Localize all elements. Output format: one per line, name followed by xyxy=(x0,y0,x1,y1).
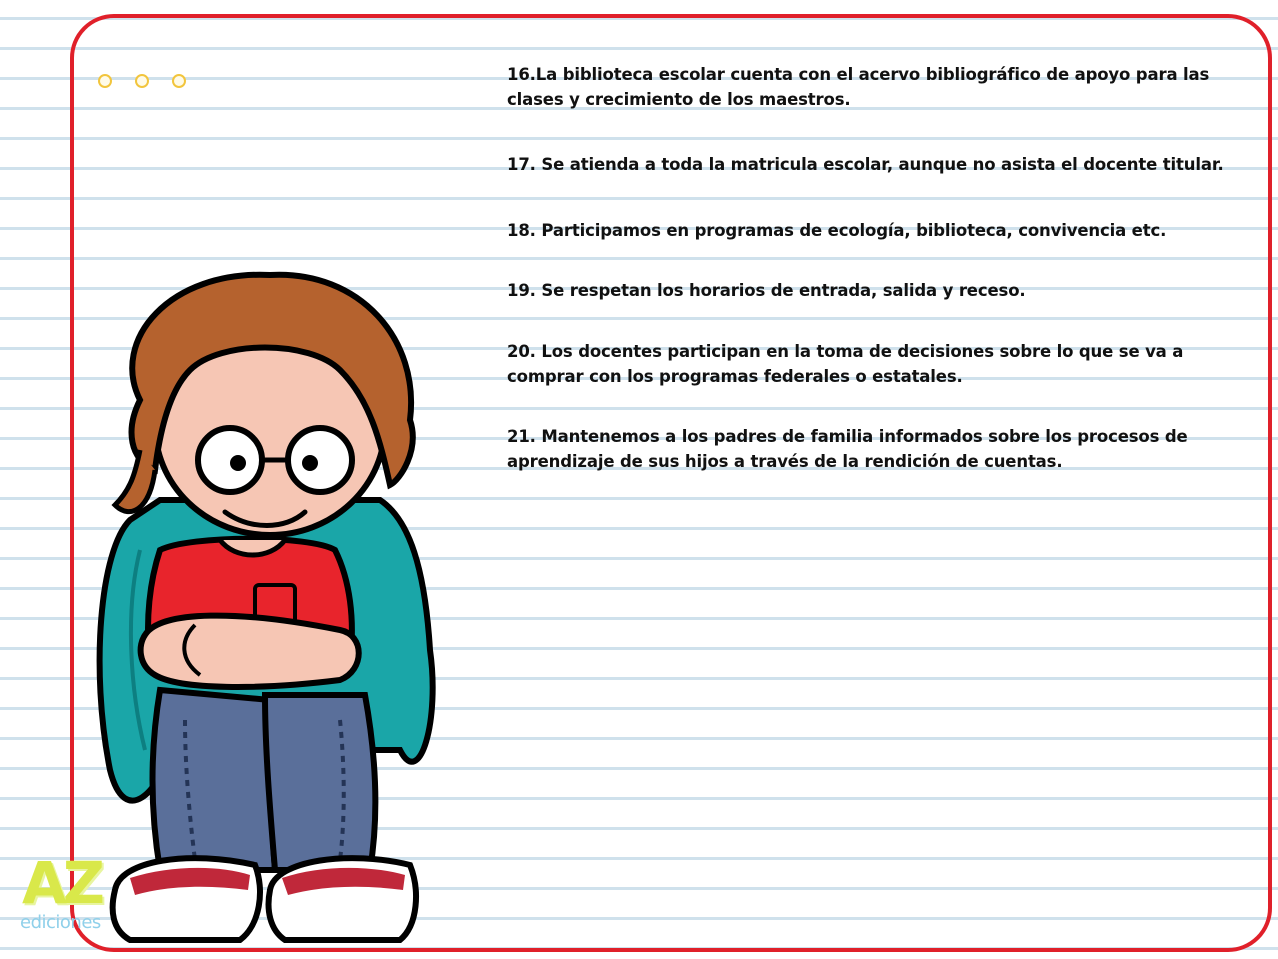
decorative-dots xyxy=(98,74,186,88)
dot-icon xyxy=(135,74,149,88)
logo-mark: AZ xyxy=(22,849,101,917)
statement-18: 18. Participamos en programas de ecología, biblioteca, convivencia etc. xyxy=(507,221,1167,240)
statement-21: 21. Mantenemos a los padres de familia informados sobre los procesos de aprendizaje de sus hijos a través de la rendición de cuentas. xyxy=(507,427,1188,471)
az-ediciones-logo xyxy=(18,849,128,942)
dot-icon xyxy=(98,74,112,88)
dot-icon xyxy=(172,74,186,88)
statement-19: 19. Se respetan los horarios de entrada, salida y receso. xyxy=(507,281,1026,300)
statement-17: 17. Se atienda a toda la matricula escolar, aunque no asista el docente titular. xyxy=(507,155,1224,174)
logo-subtitle: ediciones xyxy=(20,912,101,933)
statement-20: 20. Los docentes participan en la toma de decisiones sobre lo que se va a comprar con los programas federales o estatales. xyxy=(507,342,1184,386)
statement-16: 16.La biblioteca escolar cuenta con el acervo bibliográfico de apoyo para las clases y crecimiento de los maestros. xyxy=(507,65,1210,109)
